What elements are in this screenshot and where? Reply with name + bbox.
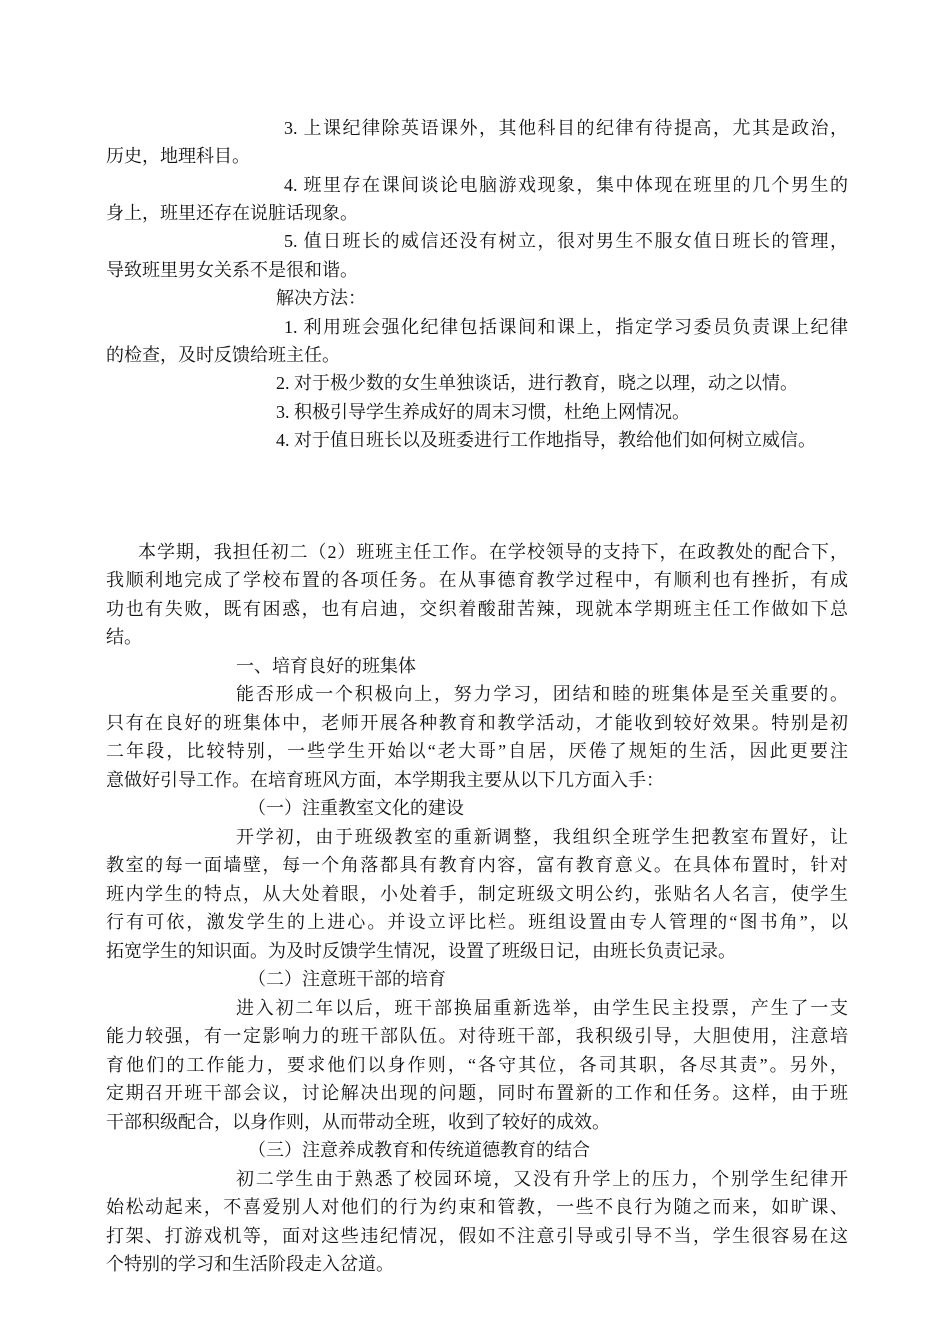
text-line: 4. 对于值日班长以及班委进行工作地指导，教给他们如何树立威信。 — [276, 429, 816, 450]
text-line: （一）注重教室文化的建设 — [248, 798, 464, 819]
text-line: （二）注意班干部的培育 — [248, 969, 446, 990]
text-line: 干部积级配合，以身作则，从而带动全班，收到了较好的成效。 — [106, 1111, 610, 1132]
text-line: 身上，班里还存在说脏话现象。 — [106, 203, 358, 224]
text-line: 教室的每一面墙壁，每一个角落都具有教育内容，富有教育意义。在具体布置时，针对 — [106, 855, 848, 876]
text-line: 开学初，由于班级教室的重新调整，我组织全班学生把教室布置好，让 — [236, 826, 848, 847]
text-line: 二年段，比较特别，一些学生开始以“老大哥”自居，厌倦了规矩的生活，因此更要注 — [106, 741, 848, 762]
text-line: （三）注意养成教育和传统道德教育的结合 — [248, 1140, 590, 1161]
text-line: 结。 — [106, 627, 142, 648]
text-line: 2. 对于极少数的女生单独谈话，进行教育，晓之以理，动之以情。 — [276, 373, 798, 394]
text-line: 拓宽学生的知识面。为及时反馈学生情况，设置了班级日记，由班长负责记录。 — [106, 940, 736, 961]
text-line: 始松动起来，不喜爱别人对他们的行为约束和管教，一些不良行为随之而来，如旷课、 — [106, 1197, 848, 1218]
text-line: 一、培育良好的班集体 — [236, 655, 416, 676]
text-line: 我顺利地完成了学校布置的各项任务。在从事德育教学过程中，有顺利也有挫折，有成 — [106, 570, 848, 591]
text-line: 能否形成一个积极向上，努力学习，团结和睦的班集体是至关重要的。 — [236, 684, 848, 705]
text-line: 3. 积极引导学生养成好的周末习惯，杜绝上网情况。 — [276, 401, 690, 422]
text-line: 能力较强，有一定影响力的班干部队伍。对待班干部，我积级引导，大胆使用，注意培 — [106, 1026, 848, 1047]
text-line: 定期召开班干部会议，讨论解决出现的问题，同时布置新的工作和任务。这样，由于班 — [106, 1083, 848, 1104]
text-line: 打架、打游戏机等，面对这些违纪情况，假如不注意引导或引导不当，学生很容易在这 — [106, 1225, 848, 1246]
text-line: 只有在良好的班集体中，老师开展各种教育和教学活动，才能收到较好效果。特别是初 — [106, 712, 848, 733]
text-line: 初二学生由于熟悉了校园环境，又没有升学上的压力，个别学生纪律开 — [236, 1168, 848, 1189]
text-line: 本学期，我担任初二（2）班班主任工作。在学校领导的支持下，在政教处的配合下， — [138, 542, 848, 562]
text-line: 5. 值日班长的威信还没有树立，很对男生不服女值日班长的管理， — [284, 231, 848, 252]
text-line: 行有可依，激发学生的上进心。并设立评比栏。班组设置由专人管理的“图书角”，以 — [106, 912, 848, 933]
text-line: 班内学生的特点，从大处着眼，小处着手，制定班级文明公约，张贴名人名言，使学生 — [106, 883, 848, 904]
text-line: 个特别的学习和生活阶段走入岔道。 — [106, 1254, 394, 1274]
text-line: 解决方法： — [276, 288, 366, 309]
text-line: 导致班里男女关系不是很和谐。 — [106, 259, 358, 280]
text-line: 育他们的工作能力，要求他们以身作则，“各守其位，各司其职，各尽其责”。另外， — [106, 1054, 848, 1075]
text-line: 的检查，及时反馈给班主任。 — [106, 344, 340, 365]
text-line: 历史，地理科目。 — [106, 146, 250, 167]
text-line: 意做好引导工作。在培育班风方面，本学期我主要从以下几方面入手： — [106, 769, 664, 790]
text-line: 进入初二年以后，班干部换届重新选举，由学生民主投票，产生了一支 — [236, 997, 848, 1018]
text-line: 1. 利用班会强化纪律包括课间和课上，指定学习委员负责课上纪律 — [284, 316, 848, 337]
text-line: 4. 班里存在课间谈论电脑游戏现象，集中体现在班里的几个男生的 — [284, 174, 848, 195]
text-line: 功也有失败，既有困惑，也有启迪，交织着酸甜苦辣，现就本学期班主任工作做如下总 — [106, 598, 848, 619]
text-line: 3. 上课纪律除英语课外，其他科目的纪律有待提高，尤其是政治， — [284, 118, 848, 138]
